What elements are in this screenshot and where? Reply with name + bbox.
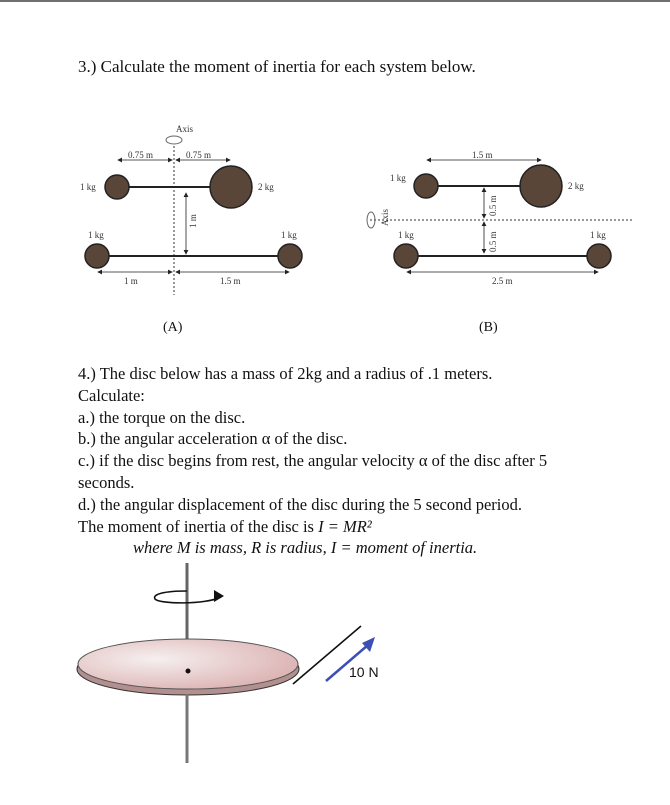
figure-a — [80, 124, 302, 335]
figure-b-mass-top-right — [520, 165, 562, 207]
figure-a-vertical-dim: 1 m — [188, 214, 198, 228]
disc-figure — [77, 563, 379, 763]
figure-a-mass-bottom-right — [278, 244, 302, 268]
figure-a-dim-right: 0.75 m — [186, 150, 212, 160]
figure-a-caption: (A) — [163, 320, 183, 335]
q4-line-6: seconds. — [78, 472, 135, 492]
figure-b-dim-bottom: 2.5 m — [492, 276, 513, 286]
figure-b-caption: (B) — [479, 320, 498, 335]
q4-line-2: Calculate: — [78, 385, 145, 405]
figure-a-mass-top-left — [105, 175, 129, 199]
figure-b-dim-top: 1.5 m — [472, 150, 493, 160]
figure-a-mass-bottom-left — [85, 244, 109, 268]
figure-a-rotation-icon — [166, 136, 182, 144]
q4-line-3: a.) the torque on the disc. — [78, 407, 246, 427]
disc-center-point — [186, 669, 191, 674]
figure-b-axis-label: Axis — [380, 208, 390, 226]
q4-line-1: 4.) The disc below has a mass of 2kg and a radius of .1 meters. — [78, 364, 493, 383]
question-4-block — [78, 363, 547, 537]
figure-a-label-top-right: 2 kg — [258, 182, 274, 192]
q4-line-7: d.) the angular displacement of the disc during the 5 second period. — [78, 494, 522, 514]
figure-a-dim-bottom-right: 1.5 m — [220, 276, 241, 286]
figure-b-vertical-dim-top: 0.5 m — [488, 195, 498, 216]
disc-top-face — [78, 639, 298, 689]
figure-a-mass-top-right — [210, 166, 252, 208]
figure-a-dim-left: 0.75 m — [128, 150, 154, 160]
figure-b-label-top-left: 1 kg — [390, 173, 406, 183]
figure-a-label-top-left: 1 kg — [80, 182, 96, 192]
figure-b-mass-top-left — [414, 174, 438, 198]
question-3-text: 3.) Calculate the moment of inertia for each system below. — [78, 57, 476, 76]
figure-b — [367, 150, 632, 335]
force-label: 10 N — [349, 664, 379, 680]
figure-b-label-bottom-left: 1 kg — [398, 230, 414, 240]
formula-definition: where M is mass, R is radius, I = moment of inertia. — [133, 538, 478, 557]
figure-b-mass-bottom-left — [394, 244, 418, 268]
figure-a-label-bottom-right: 1 kg — [281, 230, 297, 240]
q4-line-4: b.) the angular acceleration α of the disc. — [78, 429, 348, 449]
figure-b-vertical-dim-bottom: 0.5 m — [488, 231, 498, 252]
figure-a-label-bottom-left: 1 kg — [88, 230, 104, 240]
figure-b-mass-bottom-right — [587, 244, 611, 268]
figure-a-dim-bottom-left: 1 m — [124, 276, 138, 286]
q4-line-8-prefix: The moment of inertia of the disc is — [78, 516, 319, 536]
figure-a-axis-label: Axis — [176, 124, 194, 134]
q4-line-8 — [78, 516, 547, 538]
figure-b-label-top-right: 2 kg — [568, 181, 584, 191]
q4-line-5: c.) if the disc begins from rest, the angular velocity α of the disc after 5 — [78, 451, 548, 471]
figure-b-label-bottom-right: 1 kg — [590, 230, 606, 240]
inertia-formula: I = MR² — [318, 516, 372, 536]
